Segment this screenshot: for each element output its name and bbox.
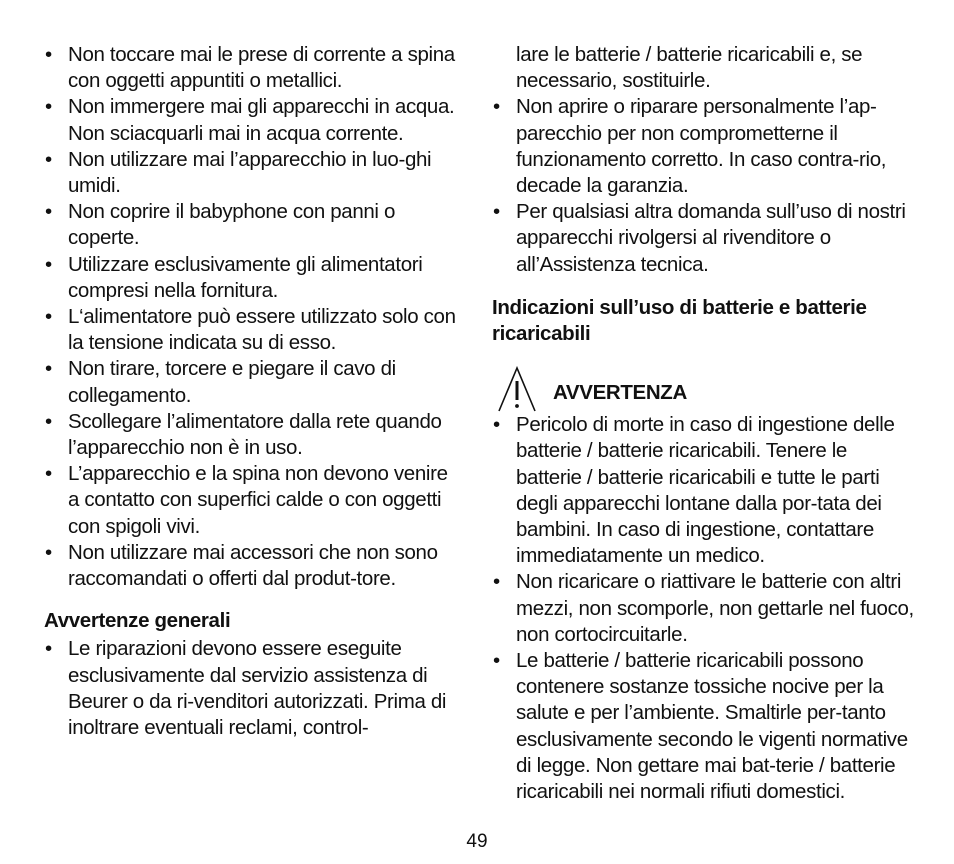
right-column [492,42,914,805]
bullet-icon: • [45,200,52,224]
bullet-icon: • [493,413,500,437]
bullet-icon: • [45,147,52,171]
bullet-icon: • [45,43,52,66]
list-item [44,461,462,540]
list-item-text: Non immergere mai gli apparecchi in acqua. Non sciacquarli mai in acqua corrente. [68,95,455,145]
list-item-text: Non tirare, torcere e piegare il cavo di collegamento. [68,357,396,407]
general-list-continued [492,94,914,277]
list-item [44,304,462,356]
bullet-icon: • [493,570,500,594]
list-item-text: Le batterie / batterie ricaricabili possono contenere sostanze tossiche nocive per la salute e per l’ambiente. Smaltirle per-tanto esclusivamente secondo le vigenti normative di legge. Non gettare mai bat-terie / batterie ricaricabili nei normali rifiuti domestici. [516,649,908,804]
list-item [44,540,462,592]
list-item [492,648,914,805]
list-item-text: Utilizzare esclusivamente gli alimentatori compresi nella fornitura. [68,252,423,302]
bullet-icon: • [45,305,52,329]
list-item [44,636,462,741]
list-item [492,569,914,648]
section-heading-batteries: Indicazioni sull’uso di batterie e batterie ricaricabili [492,295,867,346]
list-item-text: L‘alimentatore può essere utilizzato solo con la tensione indicata su di esso. [68,305,456,355]
list-item [44,94,462,146]
bullet-icon: • [45,462,52,486]
left-column [44,42,462,741]
list-item-text: Non aprire o riparare personalmente l’ap-parecchio per non comprometterne il funzionamento corretto. In caso contra-rio, decade la garanzia. [516,95,887,198]
list-item [492,412,914,569]
list-item-text: Pericolo di morte in caso di ingestione delle batterie / batterie ricaricabili. Tenere le batterie / batterie ricaricabili e tutte le parti degli apparecchi lontane dalla por-tata dei bambini. In caso di ingestione, contattare immediatamente un medico. [516,413,895,568]
warning-block [492,358,914,412]
list-item [44,199,462,251]
list-item-text: Non utilizzare mai l’apparecchio in luo-ghi umidi. [68,147,432,198]
bullet-icon: • [45,540,52,564]
continuation-text: lare le batterie / batterie ricaricabili e, se necessario, sostituirle. [516,43,863,93]
list-item-text: Non utilizzare mai accessori che non sono raccomandati o offerti dal produt-tore. [68,540,438,591]
list-item [44,409,462,461]
list-item-text: Non ricaricare o riattivare le batterie con altri mezzi, non scomporle, non gettarle nel fuoco, non cortocircuitarle. [516,570,914,646]
warning-label: AVVERTENZA [553,381,687,405]
list-item [492,94,914,199]
list-item-text: Non toccare mai le prese di corrente a spina con oggetti appuntiti o metallici. [68,43,455,93]
battery-list [492,412,914,805]
bullet-icon: • [493,649,500,673]
bullet-icon: • [45,409,52,433]
bullet-icon: • [45,357,52,381]
list-item-text: Non coprire il babyphone con panni o coperte. [68,200,396,250]
bullet-icon: • [493,95,500,119]
bullet-icon: • [45,95,52,119]
list-item [44,356,462,408]
safety-list [44,42,462,592]
page-number: 49 [466,831,488,852]
list-item [44,42,462,94]
bullet-icon: • [493,200,500,224]
bullet-icon: • [45,252,52,276]
warning-triangle-icon [497,366,537,412]
list-item [492,199,914,278]
list-item-text: Scollegare l’alimentatore dalla rete quando l’apparecchio non è in uso. [68,409,442,460]
list-item-text: L’apparecchio e la spina non devono venire a contatto con superfici calde o con oggetti con spigoli vivi. [68,462,448,538]
section-heading-general: Avvertenze generali [44,609,231,633]
list-item-text: Le riparazioni devono essere eseguite esclusivamente dal servizio assistenza di Beurer o da ri-venditori autorizzati. Prima di inoltrare eventuali reclami, control- [68,637,447,740]
bullet-icon: • [45,637,52,661]
list-item-text: Per qualsiasi altra domanda sull’uso di nostri apparecchi rivolgersi al rivenditore o all’Assistenza tecnica. [516,200,906,276]
general-list [44,636,462,741]
list-item [44,252,462,304]
list-item [44,147,462,199]
